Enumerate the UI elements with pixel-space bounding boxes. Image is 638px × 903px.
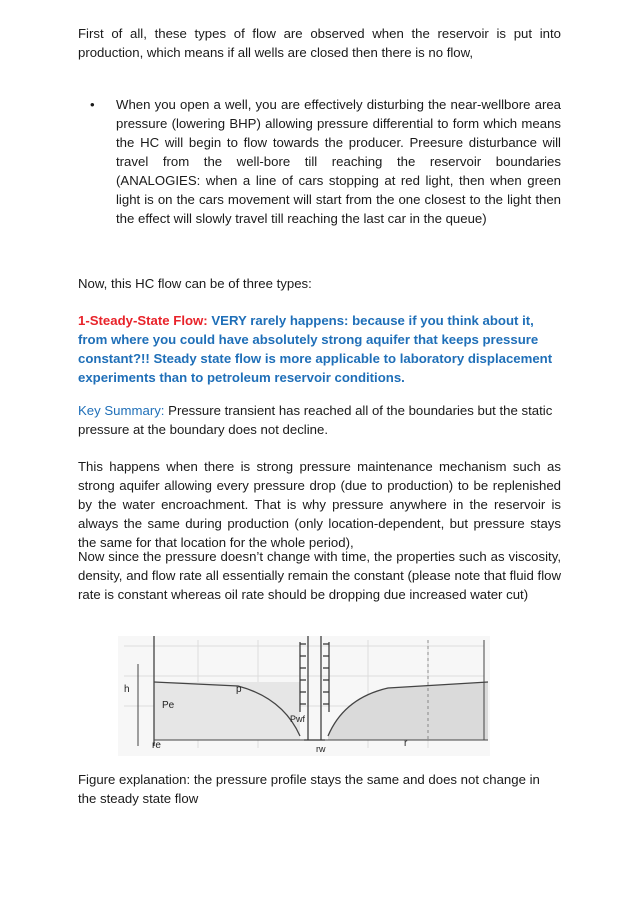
left-reservoir-zone <box>154 682 300 740</box>
figure-caption: Figure explanation: the pressure profile stays the same and does not change in the steady state flow <box>78 772 540 806</box>
label-r: r <box>404 738 408 749</box>
label-pe: Pe <box>162 700 175 711</box>
key-summary-paragraph <box>78 401 561 439</box>
steady-state-text: VERY rarely happens: because if you think about it, from where you could have absolutely strong aquifer that keeps pressure constant?!! Steady state flow is more applicable to laboratory displacement experiments than to petroleum reservoir conditions. <box>78 313 553 385</box>
body-paragraph-1: This happens when there is strong pressure maintenance mechanism such as strong aquifer allowing every pressure drop (due to production) to be replenished by the water encroachment. That is why pressure anywhere in the reservoir is always the same during production (only location-dependent, but pressure stays the same for that location for the whole period), <box>78 459 561 550</box>
label-h: h <box>124 684 130 695</box>
steady-state-paragraph <box>78 311 561 387</box>
bullet-text: When you open a well, you are effectively disturbing the near-wellbore area pressure (lowering BHP) allowing pressure differential to form which means the HC will begin to flow towards the producer. Preesure disturbance will travel from the well-bore till reaching the reservoir boundaries (ANALOGIES: when a line of cars stopping at red light, then when green light is on the cars movement will start from the one closest to the light then the effect will slowly travel till reaching the last car in the queue) <box>116 97 561 226</box>
steady-state-pressure-figure <box>118 636 490 756</box>
body-paragraph-2: Now since the pressure doesn’t change with time, the properties such as viscosity, density, and flow rate all essentially remain the constant (please note that fluid flow rate is constant whereas oil rate should be dropping due increased water cut) <box>78 549 561 602</box>
label-p: p <box>236 684 242 695</box>
label-rw: rw <box>316 744 326 754</box>
bullet-marker: • <box>90 97 95 112</box>
flow-types-intro: Now, this HC flow can be of three types: <box>78 276 312 291</box>
intro-paragraph: First of all, these types of flow are observed when the reservoir is put into production, which means if all wells are closed then there is no flow, <box>78 26 561 60</box>
steady-state-heading: 1-Steady-State Flow: <box>78 313 208 328</box>
key-summary-text: Pressure transient has reached all of the boundaries but the static pressure at the boundary does not decline. <box>78 403 553 437</box>
bullet-list-item <box>78 95 561 228</box>
label-pwf: Pwf <box>290 714 306 724</box>
label-re: re <box>152 740 161 751</box>
key-summary-label: Key Summary: <box>78 403 165 418</box>
